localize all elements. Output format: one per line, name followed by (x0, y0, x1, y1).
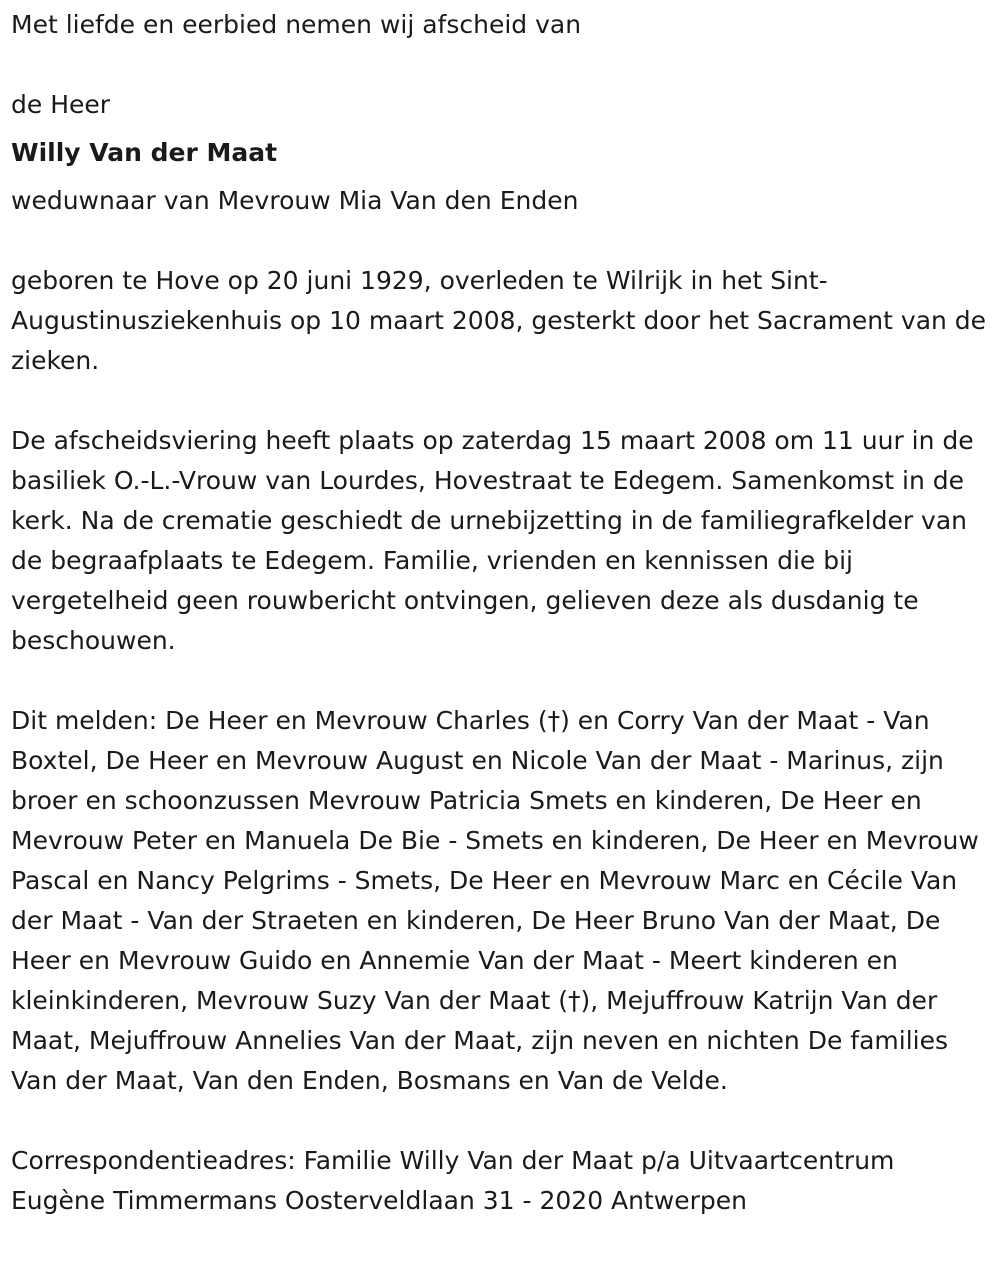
intro-line: Met liefde en eerbied nemen wij afscheid van (11, 10, 582, 39)
deceased-name: Willy Van der Maat (11, 138, 278, 167)
correspondence-paragraph: Correspondentieadres: Familie Willy Van der Maat p/a Uitvaartcentrum Eugène Timmermans Oosterveldlaan 31 - 2020 Antwerpen (11, 1146, 895, 1215)
birth-death-paragraph: geboren te Hove op 20 juni 1929, overleden te Wilrijk in het Sint-Augustinusziekenhuis op 10 maart 2008, gesterkt door het Sacrament van de zieken. (11, 266, 987, 375)
spouse-line: weduwnaar van Mevrouw Mia Van den Enden (11, 186, 579, 215)
spacer (11, 45, 988, 85)
ceremony-paragraph: De afscheidsviering heeft plaats op zaterdag 15 maart 2008 om 11 uur in de basiliek O.-L.-Vrouw van Lourdes, Hovestraat te Edegem. Samenkomst in de kerk. Na de crematie geschiedt de urnebijzetting in de familiegrafkelder van de begraafplaats te Edegem. Familie, vrienden en kennissen die bij vergetelheid geen rouwbericht ontvingen, gelieven deze als dusdanig te beschouwen. (11, 426, 974, 655)
salutation: de Heer (11, 90, 111, 119)
family-paragraph: Dit melden: De Heer en Mevrouw Charles (†) en Corry Van der Maat - Van Boxtel, De Heer en Mevrouw August en Nicole Van der Maat - Marinus, zijn broer en schoonzussen Mevrouw Patricia Smets en kinderen, De Heer en Mevrouw Peter en Manuela De Bie - Smets en kinderen, De Heer en Mevrouw Pascal en Nancy Pelgrims - Smets, De Heer en Mevrouw Marc en Cécile Van der Maat - Van der Straeten en kinderen, De Heer Bruno Van der Maat, De Heer en Mevrouw Guido en Annemie Van der Maat - Meert kinderen en kleinkinderen, Mevrouw Suzy Van der Maat (†), Mejuffrouw Katrijn Van der Maat, Mejuffrouw Annelies Van der Maat, zijn neven en nichten De families Van der Maat, Van den Enden, Bosmans en Van de Velde. (11, 706, 979, 1095)
